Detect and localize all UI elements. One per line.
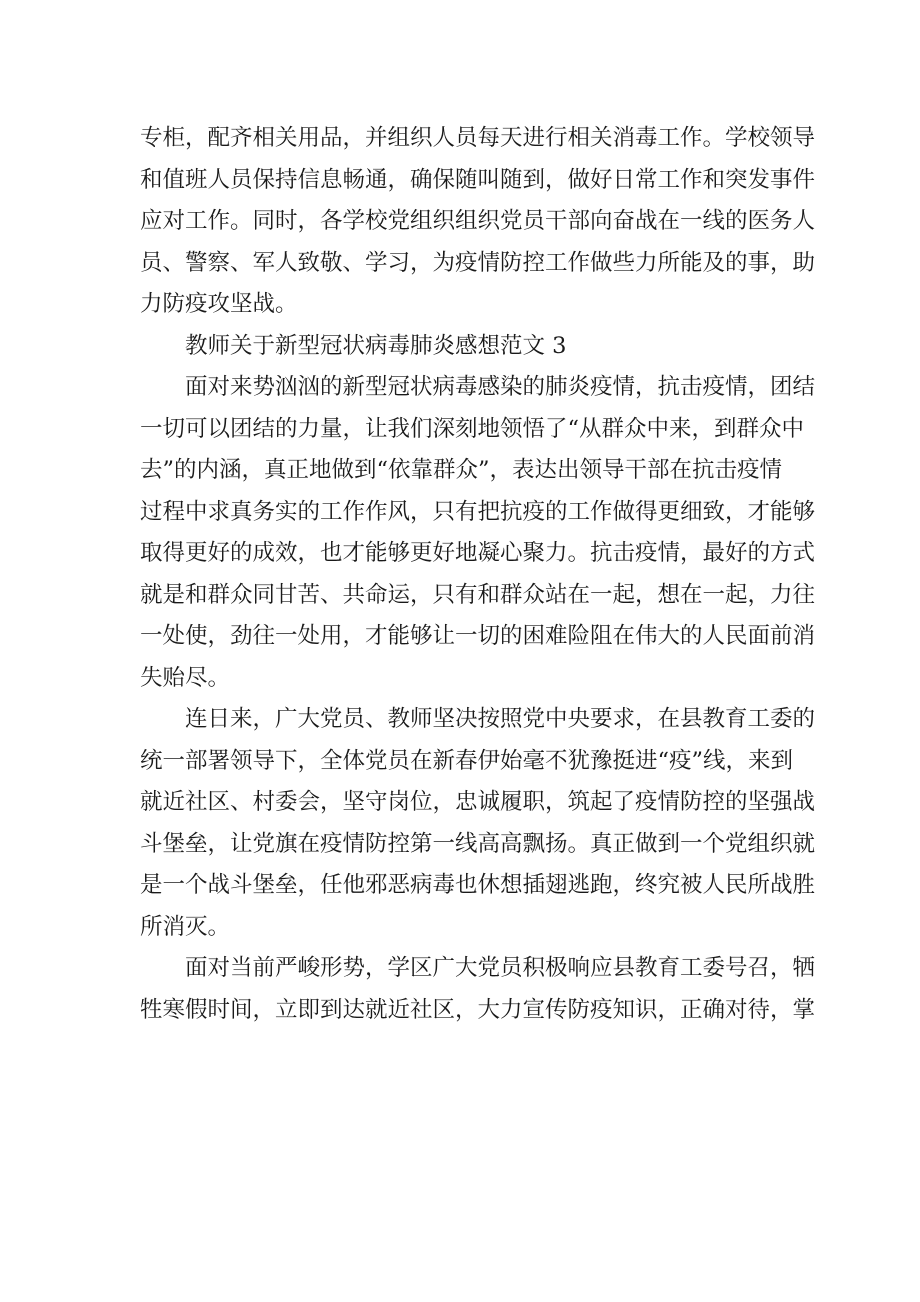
text-line: 统一部署领导下，全体党员在新春伊始毫不犹豫挺进“疫”线，来到 xyxy=(140,747,794,774)
text-line: 取得更好的成效，也才能够更好地凝心聚力。抗击疫情，最好的方式 xyxy=(140,540,816,566)
text-line: 员、警察、军人致敬、学习，为疫情防控工作做些力所能及的事，助 xyxy=(140,249,816,276)
text-line: 是一个战斗堡垒，任他邪恶病毒也休想插翅逃跑，终究被人民所战胜 xyxy=(140,872,816,898)
text-line: 面对当前严峻形势，学区广大党员积极响应县教育工委号召，牺 xyxy=(185,955,816,981)
text-line: 一处使，劲往一处用，才能够让一切的困难险阻在伟大的人民面前消 xyxy=(140,623,816,649)
text-line: 面对来势汹汹的新型冠状病毒感染的肺炎疫情，抗击疫情，团结 xyxy=(185,374,816,400)
text-line: 失贻尽。 xyxy=(140,664,231,691)
text-line: 一切可以团结的力量，让我们深刻地领悟了“从群众中来，到群众中 xyxy=(140,415,805,442)
section-heading: 教师关于新型冠状病毒肺炎感想范文 3 xyxy=(185,332,567,359)
text-line: 力防疫攻坚战。 xyxy=(140,291,298,317)
text-line: 就近社区、村委会，坚守岗位，忠诚履职，筑起了疫情防控的坚强战 xyxy=(140,789,816,815)
text-line: 去”的内涵，真正地做到“依靠群众”，表达出领导干部在抗击疫情 xyxy=(140,457,783,483)
text-line: 专柜，配齐相关用品，并组织人员每天进行相关消毒工作。学校领导 xyxy=(140,125,816,151)
text-line: 所消灭。 xyxy=(140,913,231,940)
document-page xyxy=(140,118,816,1031)
text-line: 就是和群众同甘苦、共命运，只有和群众站在一起，想在一起，力往 xyxy=(140,581,816,608)
text-line: 和值班人员保持信息畅通，确保随叫随到，做好日常工作和突发事件 xyxy=(140,166,816,193)
text-line: 斗堡垒，让党旗在疫情防控第一线高高飘扬。真正做到一个党组织就 xyxy=(140,830,816,857)
text-line: 过程中求真务实的工作作风，只有把抗疫的工作做得更细致，才能够 xyxy=(140,498,816,525)
text-line: 应对工作。同时，各学校党组织组织党员干部向奋战在一线的医务人 xyxy=(140,208,816,234)
text-line: 牲寒假时间，立即到达就近社区，大力宣传防疫知识，正确对待，掌 xyxy=(140,996,816,1023)
text-line: 连日来，广大党员、教师坚决按照党中央要求，在县教育工委的 xyxy=(185,706,816,732)
